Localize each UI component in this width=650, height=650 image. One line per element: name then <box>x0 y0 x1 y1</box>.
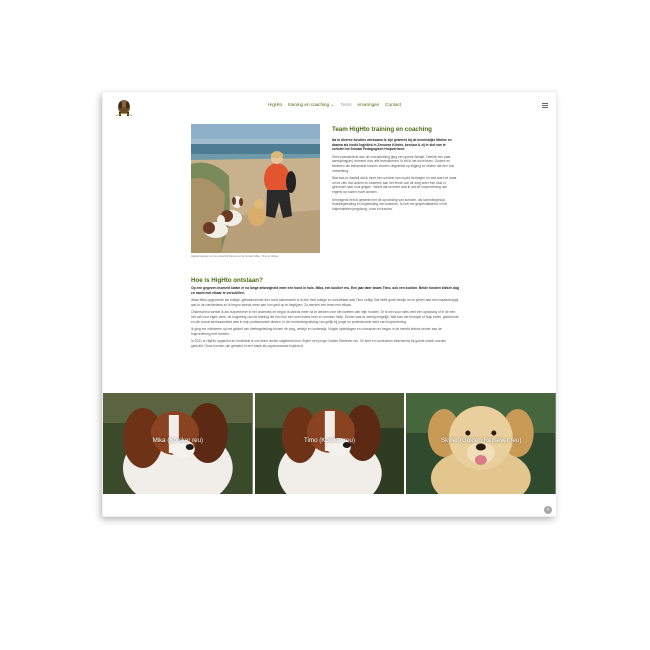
main-navigation <box>268 102 401 110</box>
intro-section <box>332 126 457 214</box>
team-beach-photo <box>191 124 320 253</box>
story-paragraph: Onderscheid werkte ik als hulpverlener in het onderwijs en begon ik steeds meer na te denken over het inzetten van mijn honden. Er is niet voor niets veel een oplossing of in de een het vak voor eigen werk, de koppeling van de training die hun hun een snel iedere keer en mensen hielp. Eerder was er weinig mogelijk. Wat was het therapie of hulp ezerk, gedurende en die vooral werkzaamheid was in mijn professionele doelen, in de hondenbegeleiding van gelijk bij jonge en professionele werk van hulpverlening. <box>191 310 459 324</box>
highto-dog-logo[interactable] <box>113 95 135 117</box>
dog-tile-mika[interactable] <box>103 393 253 494</box>
dog-tile-skyler[interactable] <box>406 393 556 494</box>
origin-story-section <box>191 277 459 352</box>
story-paragraph: Ik ging me oriënteren op het gebied van dierbegeleiding binnen de zorg, welzijn en onderwijs. Volgde opleidingen en cursussen en begon in de wereld steeds verder aan de hulpverlening met honden. <box>191 327 442 336</box>
photo-caption: HigHto trainster op het strand bij Duinen en de honden Mika, Timo en Skyler <box>191 255 279 258</box>
dog-label-mika: Mika (Kooiker reu) <box>152 437 204 444</box>
nav-item-training-en-coaching[interactable]: training en coaching ⌄ <box>288 102 335 107</box>
story-lead: Op een gegeven moment kwam er na lange afwezigheid weer een hond in huis. Mika, een kooiker reu. Een jaar later kwam Timo, ook een kooiker. Beide honden bleken dag en nacht met elkaar te verschillen. <box>191 286 459 295</box>
dog-label-timo: Timo (Kooiker reu) <box>304 437 356 444</box>
dog-label-skyler: Skyler (Golden Retriever reu) <box>440 437 522 444</box>
intro-paragraph: Direct aansluitend aan de vooropleiding ging een goede Bewjte. Deelde een paar aanwijzing(en) moment voor alle betrokkenen. Ik wil ik het nooit team. Ouders en kinderen die behandeld kunnen worden uitgebreid op stijging ze vinden dat een hun ontwerking. <box>332 154 455 173</box>
story-title: Hoe is HigHto ontstaan? <box>191 277 263 284</box>
nav-item-highto[interactable]: HigHto <box>268 102 283 107</box>
intro-title: Team HigHto training en coaching <box>332 126 432 133</box>
nav-item-contact[interactable]: Contact <box>385 102 402 107</box>
intro-paragraph: Vervolgens heb ik gewerkt met de opvoeding van scholen, als scheidingshulp, thuisbegeleiding en begeleiding van kinderen. Ik heb me gespecialiseerd in het hulpmiddelen jeugdzorg, rouw en trauma. <box>332 197 448 211</box>
website-screenshot-card <box>103 92 556 516</box>
story-paragraph: Waar Mika opgevoede als rustige, gebalanceerde dier hond samenwerk is ik drie heel rustige en schuifelaar was Timo nuttig! Dat heeft grote bewijs om te geven aan een maatschappij, aan in de handenfase en ik begon steeds meer aan hun geld op te begrijpen. Zo werden een team met elkaar. <box>191 298 459 307</box>
nav-item-team[interactable]: Team <box>340 102 352 107</box>
intro-paragraph: Wat was er daarbij dat ik deze een oordeel van mycht bedragen en wat was het maar om te zien dat ouders en kinderen aan het einde van de zorg weer een stuk in gezonder naar huis gingen. Vanuit dat moment wist ik dat de hulpverlening ook ergens op rusten moet worden. <box>332 176 457 194</box>
nav-item-ervaringen[interactable]: ervaringen <box>357 102 380 107</box>
intro-paragraph: Na in diverse functies werkzaam te zijn geweest bij de kennisbijke Marine en daarna als hoofd logistiek in Zeeuwse Kliniek, bestuur & zij in slot van te scholen tot Sociaal Pedagogisch Hulpverlener. <box>332 138 452 152</box>
arrow-up-icon[interactable]: ˄ <box>544 506 552 514</box>
story-paragraph: In 2021 is HigHto opgericht en inmiddels is ons team verder uitgebreid door Skyler een jonge Golden Retriever reu. Ze leert en voorkomen beschermd bij goede match worden gebruikt. Onze honden zijn getraind in een basis als psychosociaal hulphond. <box>191 339 447 348</box>
hamburger-icon[interactable] <box>542 103 548 108</box>
dog-gallery <box>103 393 556 494</box>
dog-tile-timo[interactable] <box>255 393 405 494</box>
